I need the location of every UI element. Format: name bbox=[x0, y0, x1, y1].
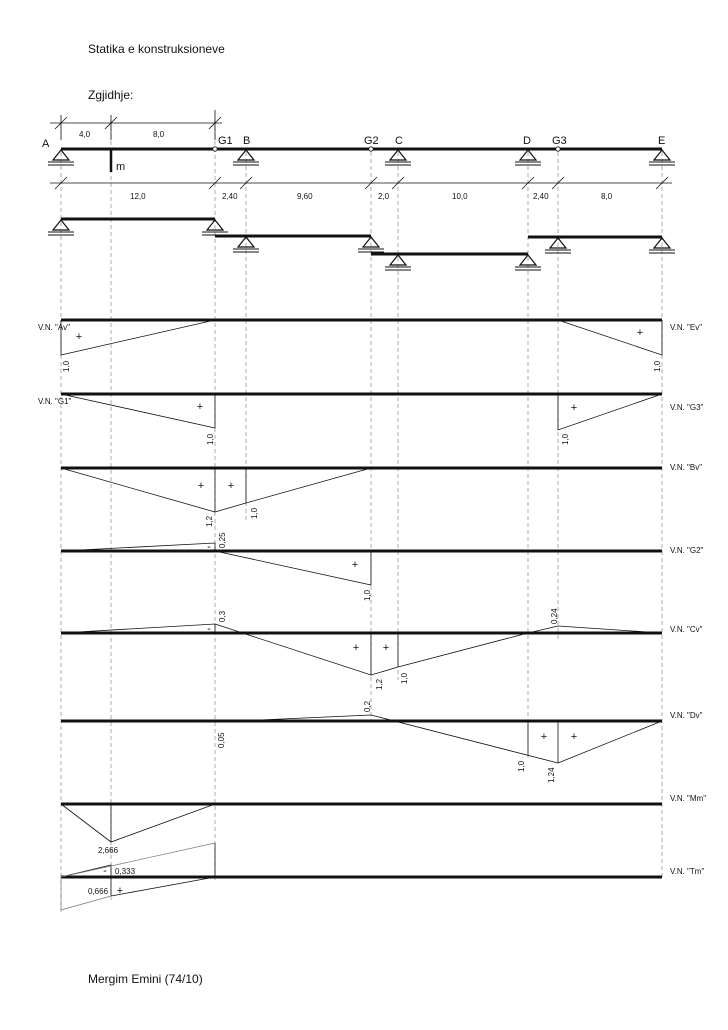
value-g2-1: 0,25 bbox=[218, 532, 227, 548]
value-cv-3: 1,2 bbox=[375, 678, 384, 690]
value-g3: 1,0 bbox=[561, 433, 570, 445]
il-label-bv: V.N. "Bv" bbox=[670, 463, 703, 472]
value-cv-2: 0,24 bbox=[550, 608, 559, 624]
sign-bv-2: + bbox=[227, 480, 235, 492]
hinge-label-g3: G3 bbox=[552, 135, 567, 147]
value-tm-2: 0,666 bbox=[88, 887, 109, 896]
value-tm-1: 0,333 bbox=[115, 867, 136, 876]
support-label-a: A bbox=[42, 138, 50, 150]
sign-dv-2: + bbox=[570, 731, 578, 743]
value-bv-1: 1,2 bbox=[205, 515, 214, 527]
page-subtitle: Zgjidhje: bbox=[88, 88, 134, 102]
sign-cv-2: + bbox=[352, 642, 360, 654]
sign-dv-1: + bbox=[540, 731, 548, 743]
sign-g2-2: + bbox=[351, 559, 359, 571]
span-label-4: 2,0 bbox=[378, 192, 390, 201]
dim-label-8: 8,0 bbox=[153, 130, 165, 139]
sign-cv-3: + bbox=[382, 642, 390, 654]
support-label-d: D bbox=[523, 135, 531, 147]
value-dv-4: 1,24 bbox=[547, 767, 556, 783]
value-dv-2: 0,2 bbox=[363, 700, 372, 712]
sign-cv-1: - bbox=[207, 623, 211, 635]
il-label-dv: V.N. "Dv" bbox=[670, 711, 703, 720]
support-label-c: C bbox=[395, 135, 403, 147]
page-footer: Mergim Emini (74/10) bbox=[88, 972, 203, 986]
il-label-g1: V.N. "G1" bbox=[38, 397, 72, 406]
sign-ev: + bbox=[636, 327, 644, 339]
il-label-g3: V.N. "G3" bbox=[670, 403, 704, 412]
sign-av: + bbox=[75, 331, 83, 343]
span-dimension bbox=[50, 177, 672, 189]
top-dimension bbox=[50, 110, 222, 140]
dim-label-4: 4,0 bbox=[79, 130, 91, 139]
value-cv-1: 0,3 bbox=[218, 610, 227, 622]
il-label-av: V.N. "Av" bbox=[38, 323, 70, 332]
span-label-2: 2,40 bbox=[222, 192, 238, 201]
sign-tm-1: - bbox=[103, 865, 107, 877]
hinge-label-g2: G2 bbox=[364, 135, 379, 147]
guide-lines bbox=[61, 120, 662, 912]
sign-g2-1: - bbox=[207, 541, 211, 553]
value-ev: 1,0 bbox=[653, 360, 662, 372]
value-g2-2: 1,0 bbox=[363, 589, 372, 601]
value-cv-4: 1,0 bbox=[400, 672, 409, 684]
span-label-5: 10,0 bbox=[452, 192, 468, 201]
sign-bv-1: + bbox=[197, 480, 205, 492]
il-label-g2: V.N. "G2" bbox=[670, 546, 704, 555]
section-label-m: m bbox=[116, 161, 126, 173]
il-label-cv: V.N. "Cv" bbox=[670, 625, 703, 634]
main-beam bbox=[48, 147, 675, 172]
page-title: Statika e konstruksioneve bbox=[88, 42, 225, 56]
support-label-b: B bbox=[243, 135, 251, 147]
sign-g3: + bbox=[570, 402, 578, 414]
sign-g1: + bbox=[196, 401, 204, 413]
value-bv-2: 1,0 bbox=[250, 507, 259, 519]
il-label-mm: V.N. "Mm" bbox=[670, 794, 707, 803]
sign-tm-2: + bbox=[116, 885, 124, 897]
il-label-ev: V.N. "Ev" bbox=[670, 323, 703, 332]
span-label-6: 2,40 bbox=[533, 192, 549, 201]
value-av: 1,0 bbox=[62, 360, 71, 372]
span-label-7: 8,0 bbox=[601, 192, 613, 201]
value-mm: 2,666 bbox=[98, 846, 119, 855]
value-dv-3: 1,0 bbox=[517, 760, 526, 772]
value-dv-1: 0,05 bbox=[217, 732, 226, 748]
il-label-tm: V.N. "Tm" bbox=[670, 867, 705, 876]
span-label-3: 9,60 bbox=[297, 192, 313, 201]
value-g1: 1,0 bbox=[206, 433, 215, 445]
support-label-e: E bbox=[658, 135, 666, 147]
hinge-label-g1: G1 bbox=[218, 135, 233, 147]
static-system bbox=[48, 219, 675, 270]
span-label-1: 12,0 bbox=[130, 192, 146, 201]
